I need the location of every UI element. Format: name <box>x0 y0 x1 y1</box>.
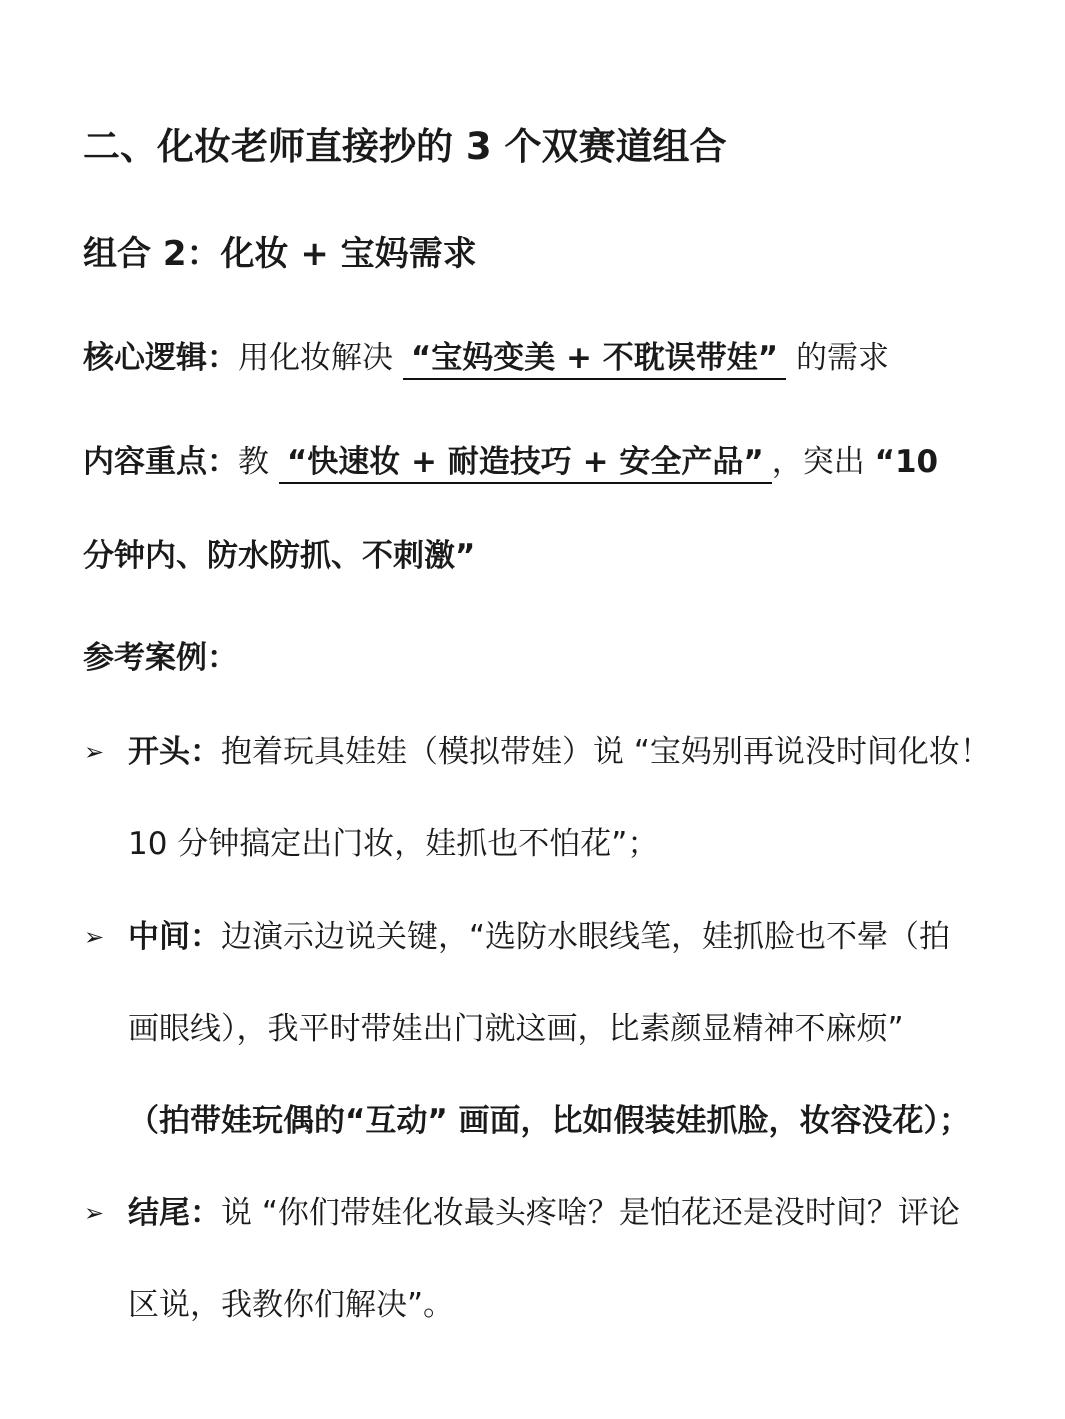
section-heading: 二、化妆老师直接抄的 3 个双赛道组合 <box>83 125 727 168</box>
case-middle-line1 <box>128 917 950 957</box>
content-focus-label: 内容重点： <box>83 444 238 480</box>
core-logic-label: 核心逻辑： <box>83 340 238 376</box>
case-middle-label: 中间： <box>128 919 221 955</box>
reference-label: 参考案例： <box>83 640 238 676</box>
case-opening-line1 <box>128 732 991 772</box>
case-middle-line2: 画眼线），我平时带娃出门就这画，比素颜显精神不麻烦” <box>128 1011 904 1047</box>
core-logic-highlight: “宝妈变美 + 不耽误带娃” <box>403 340 786 380</box>
combo-title: 组合 2：化妆 + 宝妈需求 <box>83 234 477 274</box>
core-logic-text: 用化妆解决 <box>238 340 393 376</box>
case-opening-text: 抱着玩具娃娃（模拟带娃）说 “宝妈别再说没时间化妆！ <box>221 734 991 770</box>
content-focus-emphasis-1: “10 <box>874 444 939 480</box>
bullet-arrow-icon: ➢ <box>84 1199 105 1227</box>
core-logic-after: 的需求 <box>796 340 890 376</box>
case-ending-label: 结尾： <box>128 1195 221 1231</box>
case-opening-line2: 10 分钟搞定出门妆，娃抓也不怕花”； <box>128 826 659 862</box>
case-ending-line2: 区说，我教你们解决”。 <box>128 1287 455 1323</box>
content-focus-emphasis-2: 分钟内、防水防抓、不刺激” <box>83 538 476 574</box>
case-middle-note: （拍带娃玩偶的“互动” 画面，比如假装娃抓脸，妆容没花）； <box>128 1103 971 1139</box>
content-focus-mid: ，突出 <box>771 444 865 480</box>
bullet-arrow-icon: ➢ <box>84 923 105 951</box>
case-ending-line1 <box>128 1193 960 1233</box>
case-ending-text: 说 “你们带娃化妆最头疼啥？是怕花还是没时间？评论 <box>221 1195 960 1231</box>
core-logic-line <box>83 338 889 378</box>
content-focus-line <box>83 442 938 482</box>
bullet-arrow-icon: ➢ <box>84 738 105 766</box>
case-middle-text: 边演示边说关键，“选防水眼线笔，娃抓脸也不晕（拍 <box>221 919 951 955</box>
content-focus-highlight: “快速妆 + 耐造技巧 + 安全产品” <box>279 444 772 484</box>
case-opening-label: 开头： <box>128 734 221 770</box>
content-focus-text: 教 <box>238 444 269 480</box>
